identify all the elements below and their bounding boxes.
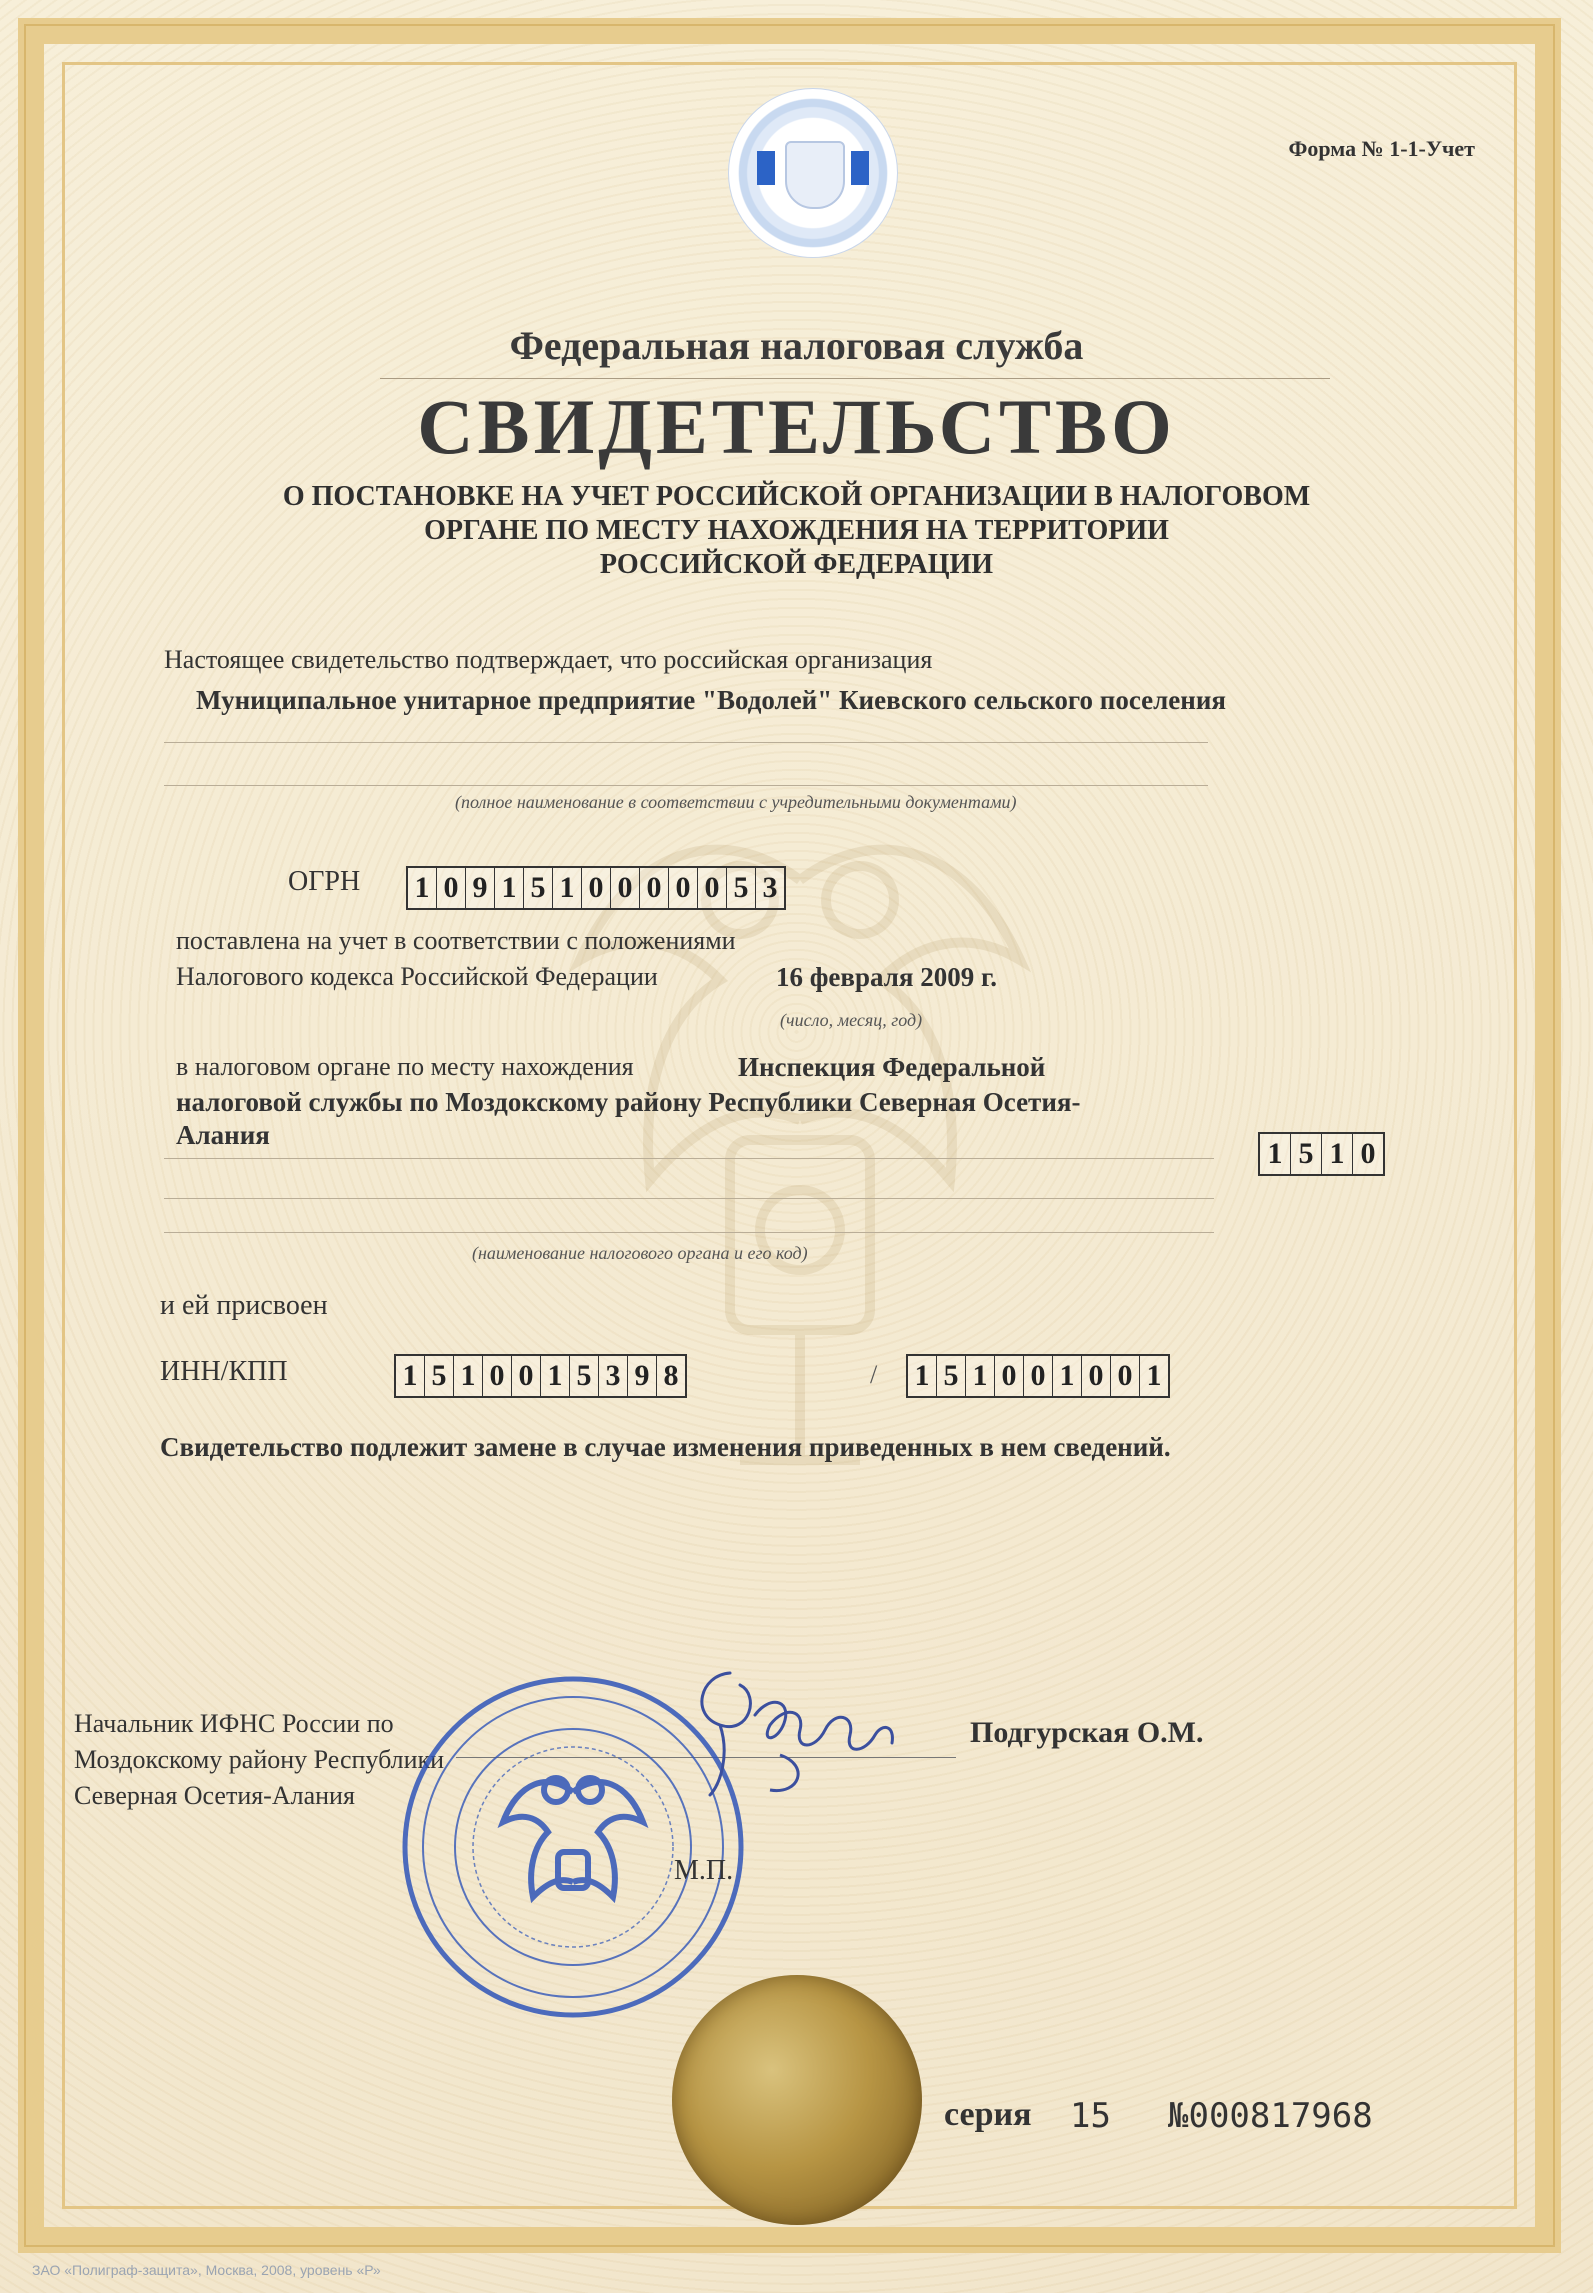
digit-cell: 5 [524, 868, 553, 908]
digit-cell: 1 [454, 1356, 483, 1396]
form-number: Форма № 1-1-Учет [1288, 136, 1475, 161]
ogrn-label: ОГРН [288, 866, 361, 897]
position-line: Начальник ИФНС России по [74, 1709, 394, 1738]
digit-cell: 1 [908, 1356, 937, 1396]
gold-seal-icon [672, 1975, 922, 2225]
digit-cell: 5 [937, 1356, 966, 1396]
tax-office-hint: (наименование налогового органа и его код) [472, 1243, 808, 1263]
position-line: Моздокскому району Республики [74, 1745, 445, 1774]
rule [164, 1158, 1214, 1159]
intro-text: Настоящее свидетельство подтверждает, что российская организация [164, 645, 933, 674]
digit-cell: 8 [663, 1359, 679, 1392]
digit-cell: 0 [512, 1356, 541, 1396]
rule [164, 1232, 1214, 1233]
registered-text-1: поставлена на учет в соответствии с положениями [176, 926, 736, 955]
subtitle-line: ОРГАНЕ ПО МЕСТУ НАХОЖДЕНИЯ НА ТЕРРИТОРИИ [424, 515, 1169, 546]
replacement-notice: Свидетельство подлежит замене в случае изменения приведенных в нем сведений. [160, 1432, 1171, 1462]
certificate-number: №000817968 [1168, 2096, 1373, 2136]
fns-emblem-icon [728, 88, 898, 258]
digit-cell: 3 [599, 1356, 628, 1396]
digit-cell: 0 [698, 868, 727, 908]
inn-kpp-label: ИНН/КПП [160, 1356, 288, 1387]
tax-office-name-3: Алания [176, 1120, 270, 1150]
series-value: 15 [1070, 2096, 1111, 2136]
tax-office-name-2: налоговой службы по Моздокскому району Республики Северная Осетия- [176, 1087, 1081, 1117]
digit-cell: 3 [762, 871, 778, 904]
agency-name: Федеральная налоговая служба [509, 323, 1084, 368]
digit-cell: 1 [553, 868, 582, 908]
digit-cell: 0 [995, 1356, 1024, 1396]
digit-cell: 0 [582, 868, 611, 908]
kpp-digits [906, 1354, 1170, 1398]
divider [380, 378, 1330, 379]
digit-cell: 1 [1146, 1359, 1162, 1392]
digit-cell: 1 [541, 1356, 570, 1396]
seal-place-label: М.П. [674, 1855, 734, 1886]
handwritten-signature-icon [660, 1655, 920, 1805]
digit-cell: 1 [408, 868, 437, 908]
digit-cell: 0 [611, 868, 640, 908]
position-line: Северная Осетия-Алания [74, 1781, 355, 1810]
tax-office-intro: в налоговом органе по месту нахождения [176, 1052, 634, 1081]
digit-cell: 5 [727, 868, 756, 908]
registered-text-2: Налогового кодекса Российской Федерации [176, 962, 658, 991]
digit-cell: 1 [1053, 1356, 1082, 1396]
organization-name: Муниципальное унитарное предприятие "Водолей" Киевского сельского поселения [196, 685, 1226, 715]
digit-cell: 1 [1260, 1134, 1291, 1174]
digit-cell: 0 [1082, 1356, 1111, 1396]
inn-kpp-separator: / [870, 1360, 878, 1389]
digit-cell: 0 [640, 868, 669, 908]
digit-cell: 0 [669, 868, 698, 908]
digit-cell: 5 [570, 1356, 599, 1396]
document-title: СВИДЕТЕЛЬСТВО [417, 383, 1176, 470]
digit-cell: 9 [628, 1356, 657, 1396]
date-hint: (число, месяц, год) [780, 1010, 923, 1030]
digit-cell: 1 [495, 868, 524, 908]
inn-digits [394, 1354, 687, 1398]
rule [164, 742, 1208, 743]
digit-cell: 0 [437, 868, 466, 908]
digit-cell: 5 [1291, 1134, 1322, 1174]
ogrn-digits [406, 866, 786, 910]
org-hint: (полное наименование в соответствии с учредительными документами) [455, 792, 1017, 812]
printer-imprint: ЗАО «Полиграф-защита», Москва, 2008, уровень «Р» [32, 2262, 381, 2278]
digit-cell: 1 [1322, 1134, 1353, 1174]
digit-cell: 0 [1360, 1137, 1376, 1170]
digit-cell: 1 [966, 1356, 995, 1396]
subtitle-line: О ПОСТАНОВКЕ НА УЧЕТ РОССИЙСКОЙ ОРГАНИЗАЦИИ В НАЛОГОВОМ [282, 481, 1311, 512]
series-label: серия [944, 2096, 1032, 2133]
tax-office-code [1258, 1132, 1385, 1176]
digit-cell: 0 [483, 1356, 512, 1396]
digit-cell: 1 [396, 1356, 425, 1396]
assigned-text: и ей присвоен [160, 1290, 328, 1321]
signer-position [74, 1706, 444, 1814]
signer-name: Подгурская О.М. [970, 1716, 1204, 1749]
tax-office-name-1: Инспекция Федеральной [738, 1052, 1046, 1082]
subtitle-line: РОССИЙСКОЙ ФЕДЕРАЦИИ [599, 549, 994, 580]
digit-cell: 9 [466, 868, 495, 908]
digit-cell: 0 [1024, 1356, 1053, 1396]
digit-cell: 5 [425, 1356, 454, 1396]
document-subtitle [0, 480, 1593, 582]
digit-cell: 0 [1111, 1356, 1140, 1396]
rule [164, 1198, 1214, 1199]
registration-date: 16 февраля 2009 г. [776, 962, 997, 992]
rule [164, 785, 1208, 786]
